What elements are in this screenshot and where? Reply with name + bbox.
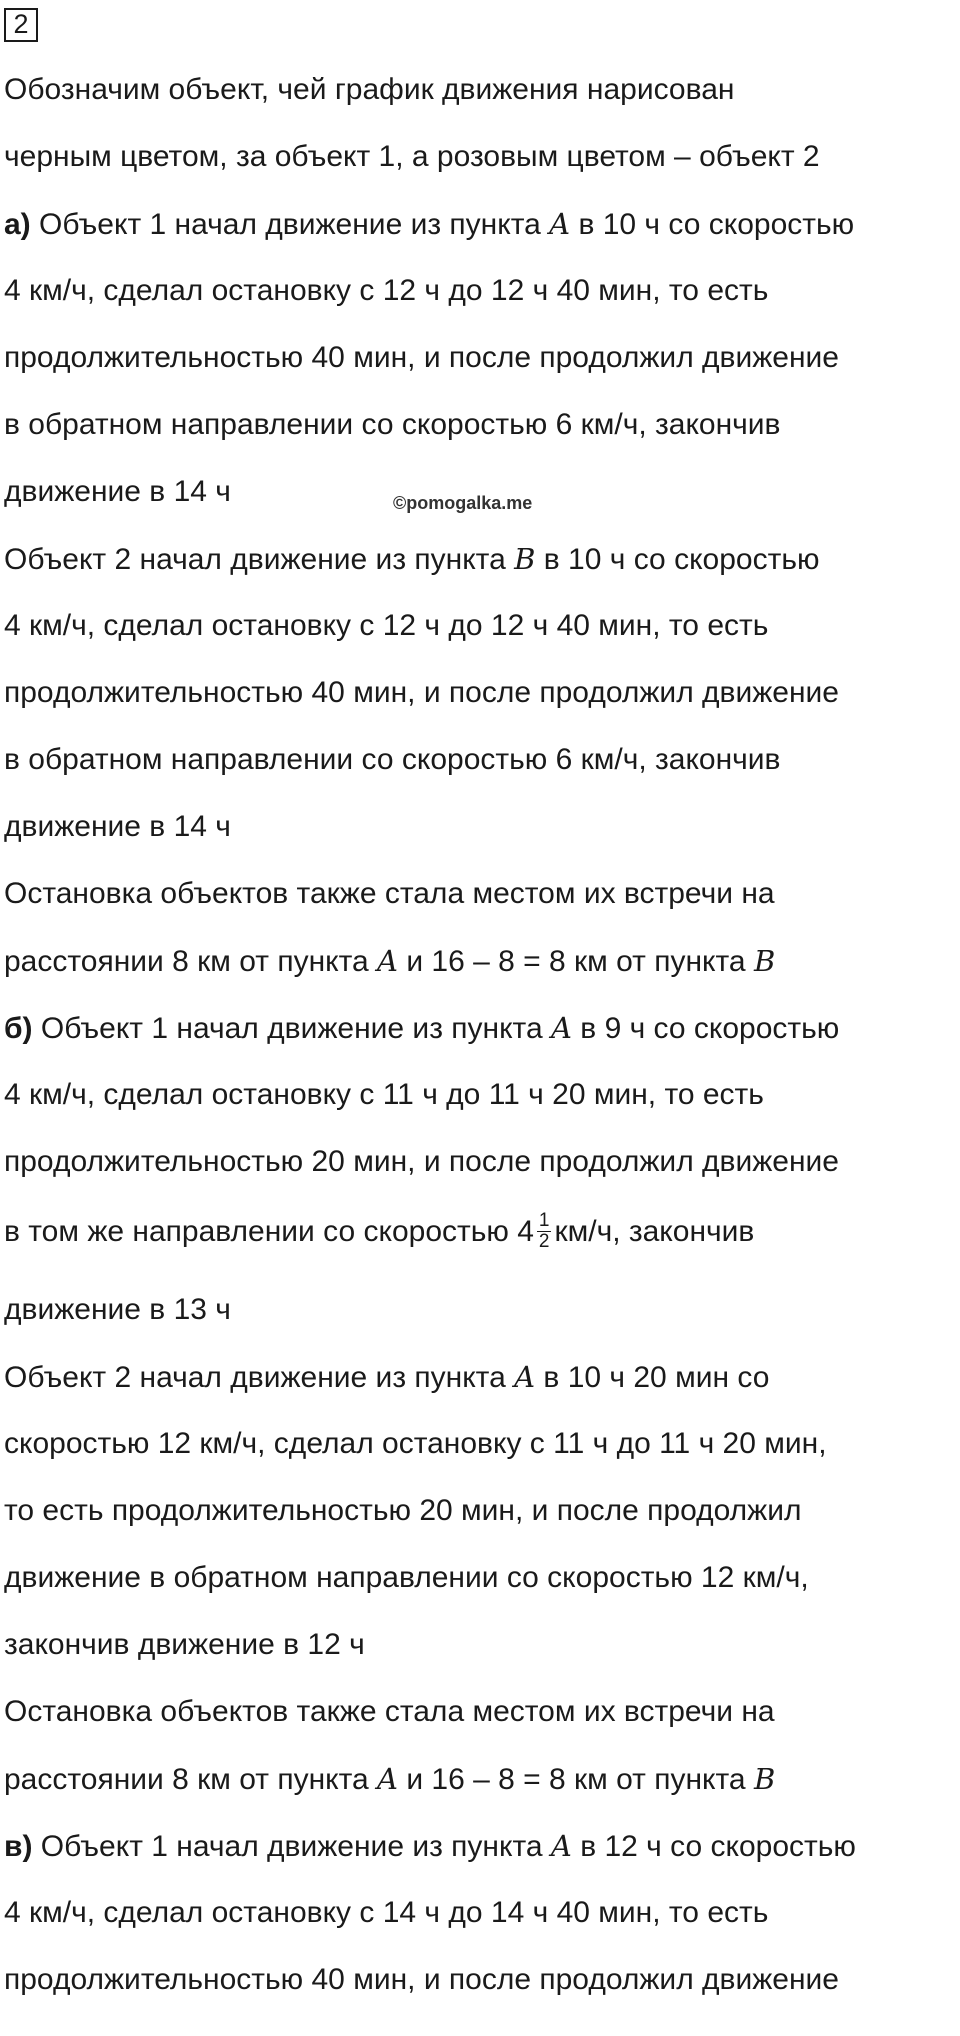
part-b-stop-line-1: Остановка объектов также стала местом их встречи на <box>4 1695 775 1728</box>
part-a-obj2-line-4: в обратном направлении со скоростью 6 км/ч, закончив <box>4 743 781 776</box>
point-a-var: A <box>551 1011 572 1045</box>
part-b-obj2-line-3: то есть продолжительностью 20 мин, и после продолжил <box>4 1494 802 1527</box>
text: в том же направлении со скоростью 4 <box>4 1215 534 1248</box>
point-b-var: B <box>514 542 536 576</box>
part-a-obj2-line-3: продолжительностью 40 мин, и после продолжил движение <box>4 676 839 709</box>
part-a-line-1 <box>4 204 854 245</box>
point-b-var: B <box>753 944 776 978</box>
part-b-stop-line-2 <box>4 1759 775 1800</box>
point-a-var: A <box>550 1829 572 1863</box>
part-b-line-1 <box>4 1008 839 1049</box>
watermark: ©pomogalka.me <box>393 493 533 513</box>
text: км/ч, закончив <box>554 1215 755 1248</box>
part-b-line-5: движение в 13 ч <box>4 1293 231 1326</box>
point-a-var: A <box>549 207 571 241</box>
text: и 16 – 8 = 8 км от пункта <box>406 945 746 978</box>
part-v-label: в) <box>4 1830 33 1863</box>
text: и 16 – 8 = 8 км от пункта <box>406 1763 746 1796</box>
part-b-obj2-line-1 <box>4 1357 769 1398</box>
part-b-obj2-line-4: движение в обратном направлении со скоростью 12 км/ч, <box>4 1561 809 1594</box>
part-a-obj2-line-5: движение в 14 ч <box>4 810 231 843</box>
part-a-obj2-line-2: 4 км/ч, сделал остановку с 12 ч до 12 ч 40 мин, то есть <box>4 609 769 642</box>
text: Объект 1 начал движение из пункта <box>40 1012 543 1045</box>
part-a-line-3: продолжительностью 40 мин, и после продолжил движение <box>4 341 839 374</box>
part-a-line-2: 4 км/ч, сделал остановку с 12 ч до 12 ч 40 мин, то есть <box>4 274 769 307</box>
fraction-denominator: 2 <box>538 1230 550 1252</box>
part-b-line-4 <box>4 1209 755 1254</box>
point-a-var: A <box>377 1762 398 1796</box>
text: Объект 2 начал движение из пункта <box>4 543 506 576</box>
part-a-label: а) <box>4 208 31 241</box>
part-b-line-2: 4 км/ч, сделал остановку с 11 ч до 11 ч 20 мин, то есть <box>4 1078 764 1111</box>
part-b-line-3: продолжительностью 20 мин, и после продолжил движение <box>4 1145 839 1178</box>
intro-line-2: черным цветом, за объект 1, а розовым цветом – объект 2 <box>4 140 820 173</box>
text: Объект 1 начал движение из пункта <box>40 1830 543 1863</box>
fraction <box>537 1211 552 1252</box>
text: расстоянии 8 км от пункта <box>4 945 369 978</box>
part-a-obj2-line-1 <box>4 539 819 580</box>
part-v-line-3: продолжительностью 40 мин, и после продолжил движение <box>4 1963 839 1996</box>
text: в 10 ч со скоростью <box>543 543 820 576</box>
part-b-obj2-line-2: скоростью 12 км/ч, сделал остановку с 11 ч до 11 ч 20 мин, <box>4 1427 827 1460</box>
text: расстоянии 8 км от пункта <box>4 1763 369 1796</box>
task-number-box: 2 <box>4 8 38 42</box>
text: в 10 ч 20 мин со <box>543 1361 770 1394</box>
part-v-line-2: 4 км/ч, сделал остановку с 14 ч до 14 ч 40 мин, то есть <box>4 1896 769 1929</box>
text: в 9 ч со скоростью <box>580 1012 840 1045</box>
part-b-obj2-line-5: закончив движение в 12 ч <box>4 1628 365 1661</box>
text: Объект 2 начал движение из пункта <box>4 1361 506 1394</box>
point-a-var: A <box>514 1360 536 1394</box>
part-a-stop-line-2 <box>4 941 775 982</box>
part-b-label: б) <box>4 1012 33 1045</box>
point-a-var: A <box>377 944 398 978</box>
fraction-numerator: 1 <box>538 1209 550 1231</box>
text: Объект 1 начал движение из пункта <box>39 208 541 241</box>
point-b-var: B <box>753 1762 776 1796</box>
part-a-line-4: в обратном направлении со скоростью 6 км/ч, закончив <box>4 408 781 441</box>
part-v-line-1 <box>4 1826 856 1867</box>
text: в 12 ч со скоростью <box>580 1830 856 1863</box>
text: в 10 ч со скоростью <box>578 208 855 241</box>
part-a-line-5: движение в 14 ч <box>4 475 231 508</box>
part-a-stop-line-1: Остановка объектов также стала местом их встречи на <box>4 877 775 910</box>
intro-line-1: Обозначим объект, чей график движения нарисован <box>4 73 735 106</box>
